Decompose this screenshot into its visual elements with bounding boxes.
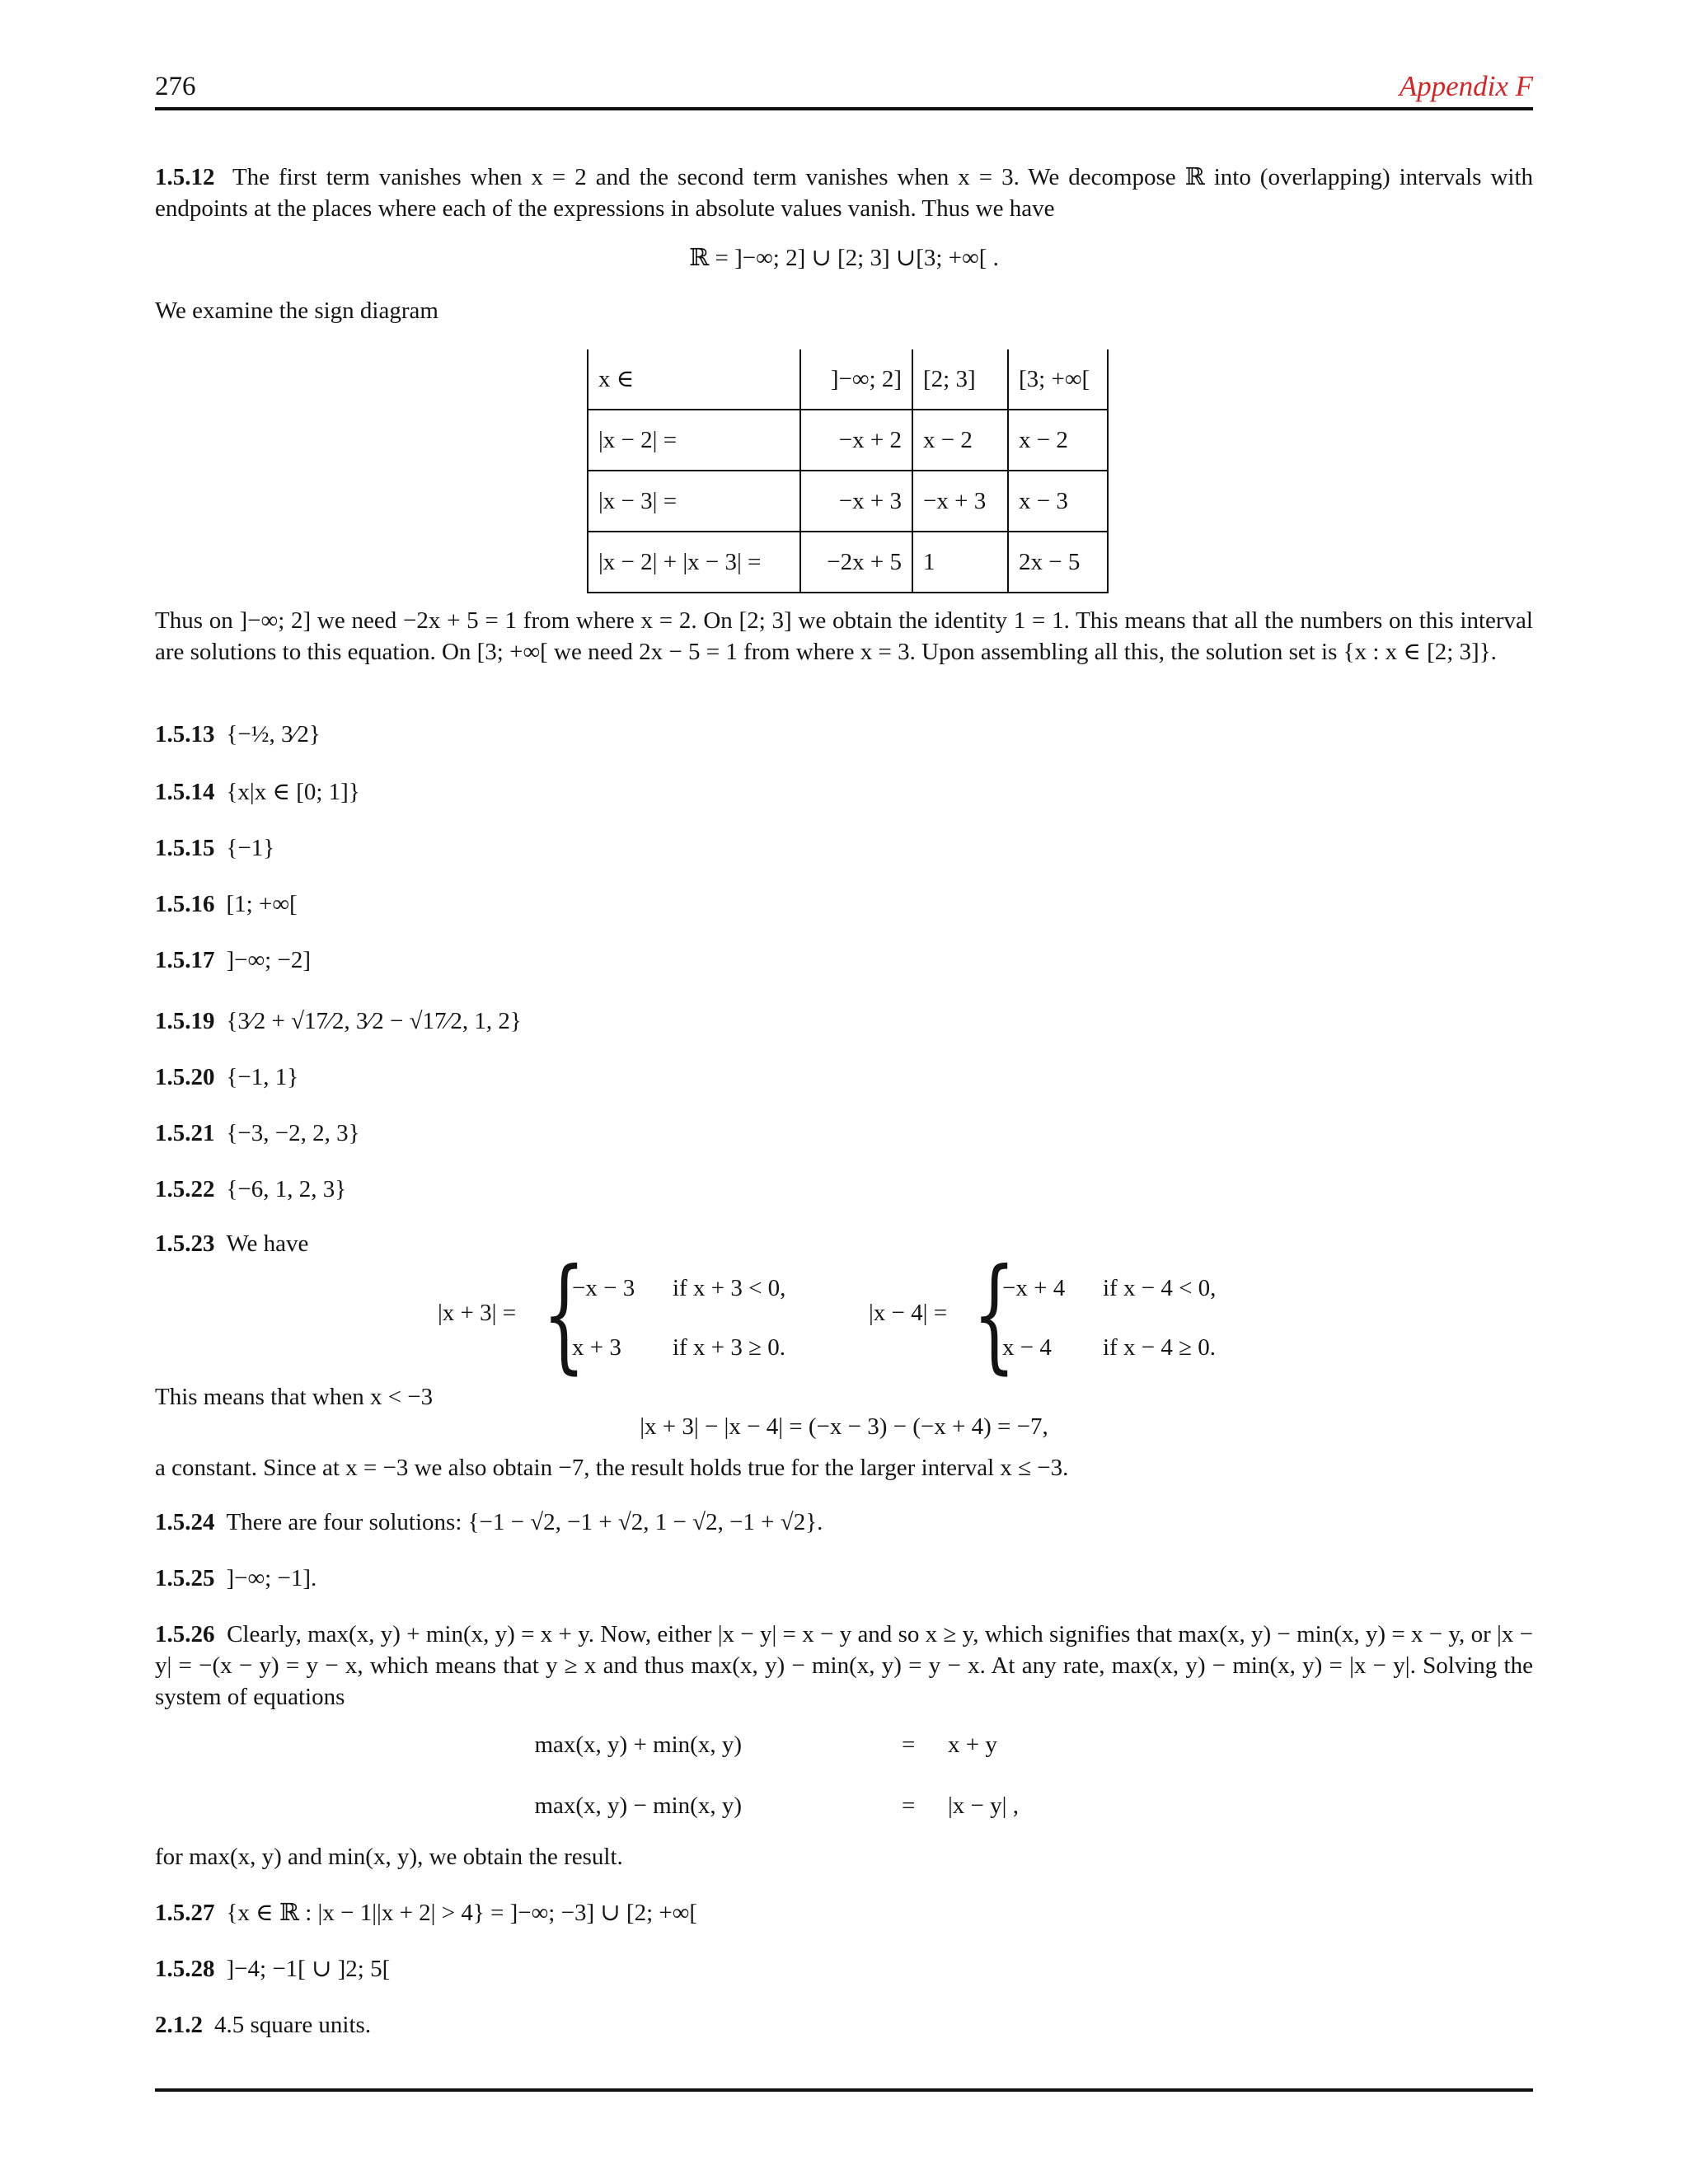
solution-conclusion: Thus on ]−∞; 2] we need −2x + 5 = 1 from where x = 2. On [2; 3] we obtain the identity 1 = 1. This means that all the numbers on this interval are solutions to this equation. On [3; +∞[ we need 2x − 5 = 1 from where x = 3. Upon assembling all this, the solution set is {x : x ∈ [2; 3]}. [155,607,1533,665]
answer-label: 1.5.22 [155,1176,215,1202]
answer-text: ]−∞; −2] [226,947,312,973]
table-cell: |x − 3| = [588,471,800,532]
piecewise-lhs: |x − 4| = [869,1300,948,1326]
answer-text: {−1} [226,835,275,861]
display-equation: ℝ = ]−∞; 2] ∪ [2; 3] ∪[3; +∞[ . [689,245,999,271]
answer-text: {x ∈ ℝ : |x − 1||x + 2| > 4} = ]−∞; −3] ∪ [2; +∞[ [226,1900,698,1926]
running-title: Appendix F [1399,70,1533,102]
answer-text: {−6, 1, 2, 3} [226,1176,347,1202]
solution-text: for max(x, y) and min(x, y), we obtain the result. [155,1844,623,1870]
sign-diagram-table [587,349,1109,593]
answer-item [155,1062,298,1093]
table-cell: x ∈ [588,349,800,410]
table-cell: |x − 2| + |x − 3| = [588,532,800,593]
case-expression: x − 4 [1002,1334,1052,1361]
piecewise-lhs: |x + 3| = [438,1300,517,1326]
solution-text: The first term vanishes when x = 2 and the second term vanishes when x = 3. We decompose ℝ into (overlapping) intervals with endpoints at the places where each of the expressions in absolute values vanish. Thus we have [155,164,1533,222]
answer-label: 1.5.27 [155,1900,215,1926]
table-cell: x − 2 [1008,410,1108,471]
left-brace-icon: { [973,1243,1016,1386]
table-cell: |x − 2| = [588,410,800,471]
solution-label: 1.5.25 [155,1565,215,1591]
case-expression: −x − 3 [572,1275,635,1301]
answer-label: 1.5.16 [155,891,215,917]
table-cell: 2x − 5 [1008,532,1108,593]
system-rhs: |x − y| , [948,1793,1019,1819]
header-rule [155,107,1533,110]
answer-label: 1.5.17 [155,947,215,973]
system-lhs: max(x, y) − min(x, y) [534,1793,742,1819]
answer-label: 1.5.13 [155,721,215,748]
table-cell: [2; 3] [912,349,1008,410]
answer-label: 1.5.20 [155,1064,215,1090]
answer-label: 2.1.2 [155,2012,203,2038]
solution-text: a constant. Since at x = −3 we also obtain −7, the result holds true for the larger interval x ≤ −3. [155,1455,1069,1481]
table-cell: [3; +∞[ [1008,349,1108,410]
answer-text: ]−4; −1[ ∪ ]2; 5[ [226,1956,391,1982]
solution-label: 1.5.12 [155,164,215,190]
answer-label: 1.5.19 [155,1008,215,1034]
table-cell: x − 2 [912,410,1008,471]
answer-label: 1.5.21 [155,1120,215,1146]
answer-text: {x|x ∈ [0; 1]} [226,779,360,805]
solution-1-5-12 [155,162,1533,224]
answer-text: {−½, 3⁄2} [226,721,321,748]
answer-label: 1.5.14 [155,779,215,805]
solution-text: This means that when x < −3 [155,1384,434,1410]
table-cell: −x + 2 [800,410,912,471]
table-cell: ]−∞; 2] [800,349,912,410]
solution-label: 1.5.24 [155,1509,215,1535]
solution-1-5-26 [155,1619,1533,1713]
table-cell: x − 3 [1008,471,1108,532]
solution-1-5-24 [155,1507,823,1538]
table-row [588,349,1108,410]
solution-label: 1.5.23 [155,1230,215,1257]
system-equals: = [902,1793,916,1819]
solution-text: There are four solutions: {−1 − √2, −1 + √2, 1 − √2, −1 + √2}. [226,1509,823,1535]
table-cell: −x + 3 [800,471,912,532]
table-row [588,410,1108,471]
page-number: 276 [155,72,196,101]
answer-item [155,1174,346,1205]
table-row [588,532,1108,593]
solution-text: Clearly, max(x, y) + min(x, y) = x + y. Now, either |x − y| = x − y and so x ≥ y, which signifies that max(x, y) − min(x, y) = x − y, or |x − y| = −(x − y) = y − x, which means that y ≥ x and thus max(x, y) − min(x, y) = y − x. At any rate, max(x, y) − min(x, y) = |x − y|. Solving the system of equations [155,1621,1534,1710]
page [155,0,1533,2184]
answer-item [155,944,311,976]
answer-text: {−1, 1} [226,1064,299,1090]
table-cell: 1 [912,532,1008,593]
answer-label: 1.5.28 [155,1956,215,1982]
display-equation: |x + 3| − |x − 4| = (−x − 3) − (−x + 4) = −7, [640,1413,1048,1440]
table-cell: −2x + 5 [800,532,912,593]
table-cell: −x + 3 [912,471,1008,532]
answer-label: 1.5.15 [155,835,215,861]
case-expression: x + 3 [572,1334,621,1361]
solution-1-5-23 [155,1228,308,1259]
answer-item [155,776,360,808]
footer-rule [155,2088,1533,2092]
answer-item [155,1118,360,1149]
answer-item [155,719,321,750]
answer-text: {3⁄2 + √17⁄2, 3⁄2 − √17⁄2, 1, 2} [226,1008,522,1034]
answer-text: [1; +∞[ [226,891,298,917]
system-equals: = [902,1732,916,1758]
sign-diagram-intro: We examine the sign diagram [155,298,438,324]
answer-text: {−3, −2, 2, 3} [226,1120,360,1146]
solution-text: ]−∞; −1]. [226,1565,317,1591]
system-rhs: x + y [948,1732,997,1758]
case-condition: if x − 4 < 0, [1103,1275,1217,1301]
solution-1-5-25 [155,1563,316,1594]
answer-item [155,1953,390,1985]
answer-item [155,2009,371,2041]
answer-item [155,888,298,920]
case-expression: −x + 4 [1002,1275,1066,1301]
case-condition: if x + 3 ≥ 0. [673,1334,785,1361]
solution-label: 1.5.26 [155,1621,215,1647]
case-condition: if x + 3 < 0, [673,1275,786,1301]
answer-item [155,1897,697,1929]
table-row [588,471,1108,532]
answer-item [155,832,274,864]
solution-text: We have [226,1230,309,1257]
answer-item [155,1005,522,1037]
left-brace-icon: { [542,1243,586,1386]
case-condition: if x − 4 ≥ 0. [1103,1334,1216,1361]
system-lhs: max(x, y) + min(x, y) [534,1732,742,1758]
answer-text: 4.5 square units. [214,2012,372,2038]
